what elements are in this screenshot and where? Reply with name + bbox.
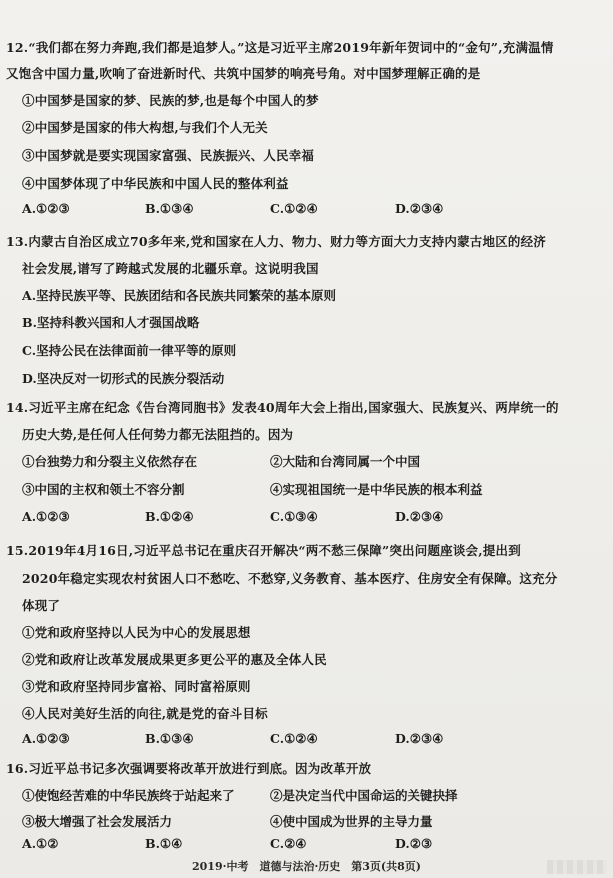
q15-option-b[interactable]: B.①③④ [145,731,194,746]
q15-statement-4: ④人民对美好生活的向往,就是党的奋斗目标 [22,706,268,721]
q15-stem-line1: 15.2019年4月16日,习近平总书记在重庆召开解决“两不愁三保障”突出问题座谈会,提出到 [6,543,521,558]
q12-statement-3: ③中国梦就是要实现国家富强、民族振兴、人民幸福 [22,148,315,163]
q13-stem-line2: 社会发展,谱写了跨越式发展的北疆乐章。这说明我国 [22,261,319,276]
q16-stem-line1: 16.习近平总书记多次强调要将改革开放进行到底。因为改革开放 [6,761,372,776]
q13-stem-line1: 13.内蒙古自治区成立70多年来,党和国家在人力、物力、财力等方面大力支持内蒙古地区的经济 [6,234,546,249]
q15-option-d[interactable]: D.②③④ [395,731,444,746]
q15-statement-2: ②党和政府让改革发展成果更多更公平的惠及全体人民 [22,652,327,667]
q15-statement-3: ③党和政府坚持同步富裕、同时富裕原则 [22,679,251,694]
q13-option-b[interactable]: B.坚持科教兴国和人才强国战略 [22,315,200,330]
q16-statement-4: ④使中国成为世界的主导力量 [270,814,433,829]
q16-option-c[interactable]: C.②④ [270,836,307,851]
q16-option-a[interactable]: A.①② [22,836,59,851]
q14-statement-1: ①台独势力和分裂主义依然存在 [22,454,198,469]
q12-option-a[interactable]: A.①②③ [22,201,70,216]
watermark-blur [547,860,607,874]
q15-option-a[interactable]: A.①②③ [22,731,70,746]
q16-statement-1: ①使饱经苦难的中华民族终于站起来了 [22,788,235,803]
q14-statement-4: ④实现祖国统一是中华民族的根本利益 [270,482,483,497]
q13-option-c[interactable]: C.坚持公民在法律面前一律平等的原则 [22,343,237,358]
q15-stem-line2: 2020年稳定实现农村贫困人口不愁吃、不愁穿,义务教育、基本医疗、住房安全有保障。这充分 [22,571,558,586]
q16-option-b[interactable]: B.①④ [145,836,183,851]
q14-statement-2: ②大陆和台湾同属一个中国 [270,454,421,469]
q12-option-d[interactable]: D.②③④ [395,201,444,216]
q14-option-d[interactable]: D.②③④ [395,509,444,524]
q12-stem-line1: 12.“我们都在努力奔跑,我们都是追梦人。”这是习近平主席2019年新年贺词中的“金句”,充满温情 [6,40,554,55]
q14-stem-line2: 历史大势,是任何人任何势力都无法阻挡的。因为 [22,427,294,442]
q12-statement-2: ②中国梦是国家的伟大构想,与我们个人无关 [22,120,268,135]
page-footer: 2019·中考 道德与法治·历史 第3页(共8页) [192,860,421,873]
q16-option-d[interactable]: D.②③ [395,836,433,851]
q12-option-c[interactable]: C.①②④ [270,201,318,216]
q12-statement-4: ④中国梦体现了中华民族和中国人民的整体利益 [22,176,289,191]
q15-option-c[interactable]: C.①②④ [270,731,318,746]
q16-statement-2: ②是决定当代中国命运的关键抉择 [270,788,458,803]
q12-statement-1: ①中国梦是国家的梦、民族的梦,也是每个中国人的梦 [22,93,319,108]
q16-statement-3: ③极大增强了社会发展活力 [22,814,173,829]
q15-stem-line3: 体现了 [22,598,61,613]
q12-stem-line2: 又饱含中国力量,吹响了奋进新时代、共筑中国梦的响亮号角。对中国梦理解正确的是 [6,66,481,81]
q13-option-a[interactable]: A.坚持民族平等、民族团结和各民族共同繁荣的基本原则 [22,288,337,303]
q14-option-b[interactable]: B.①②④ [145,509,194,524]
q15-statement-1: ①党和政府坚持以人民为中心的发展思想 [22,625,251,640]
q14-statement-3: ③中国的主权和领土不容分割 [22,482,185,497]
q14-option-c[interactable]: C.①③④ [270,509,318,524]
q13-option-d[interactable]: D.坚决反对一切形式的民族分裂活动 [22,371,225,386]
q14-stem-line1: 14.习近平主席在纪念《告台湾同胞书》发表40周年大会上指出,国家强大、民族复兴、两岸统一的 [6,400,559,415]
q14-option-a[interactable]: A.①②③ [22,509,70,524]
q12-option-b[interactable]: B.①③④ [145,201,194,216]
